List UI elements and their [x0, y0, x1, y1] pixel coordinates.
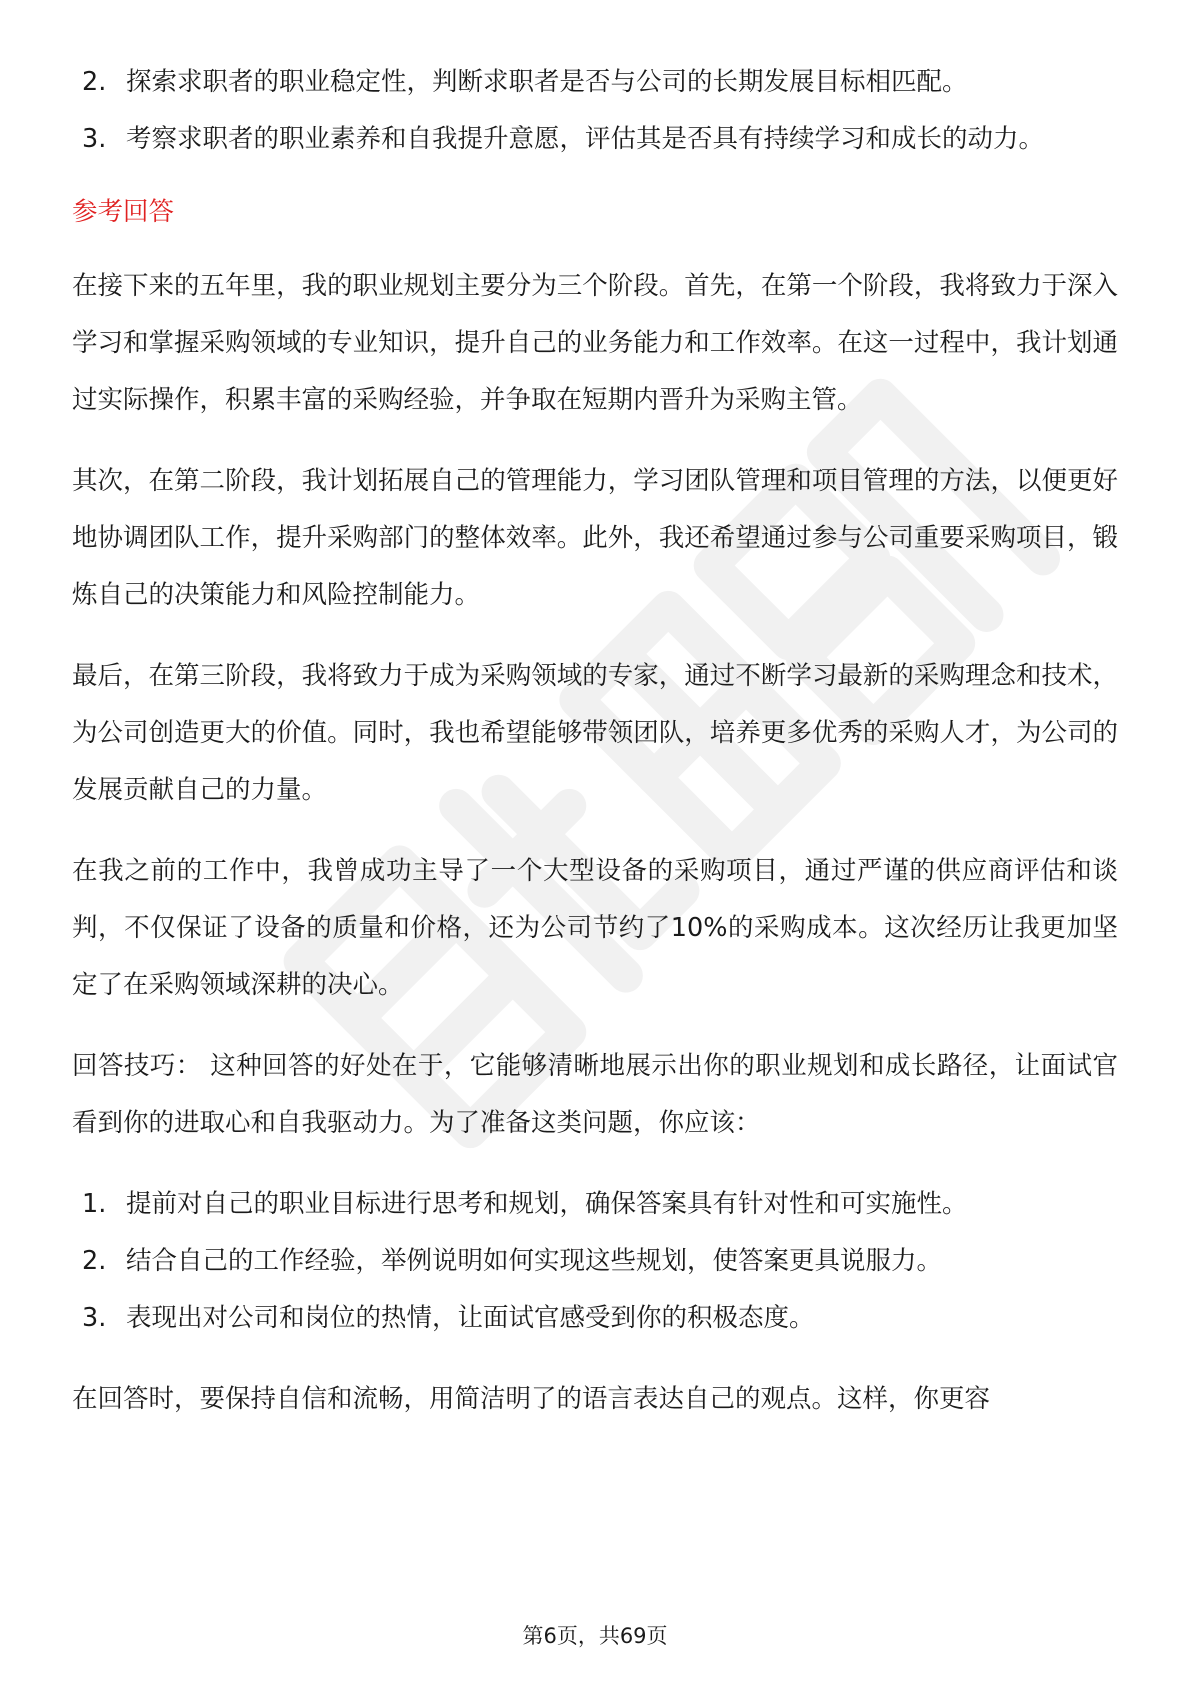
paragraph-experience: 在我之前的工作中，我曾成功主导了一个大型设备的采购项目，通过严谨的供应商评估和谈判，不仅保证了设备的质量和价格，还为公司节约了10%的采购成本。这次经历让我更加坚定了在采购领域深耕的决心。	[72, 856, 1118, 1000]
list-item-text: 结合自己的工作经验，举例说明如何实现这些规划，使答案更具说服力。	[126, 1246, 943, 1276]
list-item	[72, 1233, 1118, 1290]
paragraph-closing: 在回答时，要保持自信和流畅，用简洁明了的语言表达自己的观点。这样，你更容	[72, 1384, 991, 1414]
list-item-text: 表现出对公司和岗位的热情，让面试官感受到你的积极态度。	[126, 1303, 815, 1333]
list-item-text: 考察求职者的职业素养和自我提升意愿，评估其是否具有持续学习和成长的动力。	[126, 124, 1045, 154]
list-item	[72, 54, 1118, 111]
list-number: 2.	[82, 1246, 107, 1276]
tips-list	[72, 1176, 1118, 1347]
page-footer: 第6页，共69页	[522, 1624, 668, 1648]
section-title-reference-answer: 参考回答	[72, 197, 175, 227]
list-item	[72, 1290, 1118, 1347]
paragraph-stage-three: 最后，在第三阶段，我将致力于成为采购领域的专家，通过不断学习最新的采购理念和技术，为公司创造更大的价值。同时，我也希望能够带领团队，培养更多优秀的采购人才，为公司的发展贡献自己的力量。	[72, 661, 1118, 805]
list-number: 3.	[82, 124, 107, 154]
paragraph-answer-tips: 回答技巧： 这种回答的好处在于，它能够清晰地展示出你的职业规划和成长路径，让面试官看到你的进取心和自我驱动力。为了准备这类问题，你应该：	[72, 1051, 1118, 1138]
list-item	[72, 111, 1118, 168]
intro-list	[72, 54, 1118, 168]
list-item-text: 提前对自己的职业目标进行思考和规划，确保答案具有针对性和可实施性。	[126, 1189, 968, 1219]
list-number: 1.	[82, 1189, 107, 1219]
paragraph-stage-one: 在接下来的五年里，我的职业规划主要分为三个阶段。首先，在第一个阶段，我将致力于深入学习和掌握采购领域的专业知识，提升自己的业务能力和工作效率。在这一过程中，我计划通过实际操作，积累丰富的采购经验，并争取在短期内晋升为采购主管。	[72, 271, 1118, 415]
list-number: 2.	[82, 67, 107, 97]
list-item-text: 探索求职者的职业稳定性，判断求职者是否与公司的长期发展目标相匹配。	[126, 67, 968, 97]
document-body	[72, 54, 1118, 1452]
paragraph-stage-two: 其次，在第二阶段，我计划拓展自己的管理能力，学习团队管理和项目管理的方法，以便更好地协调团队工作，提升采购部门的整体效率。此外，我还希望通过参与公司重要采购项目，锻炼自己的决策能力和风险控制能力。	[72, 466, 1118, 610]
list-number: 3.	[82, 1303, 107, 1333]
list-item	[72, 1176, 1118, 1233]
